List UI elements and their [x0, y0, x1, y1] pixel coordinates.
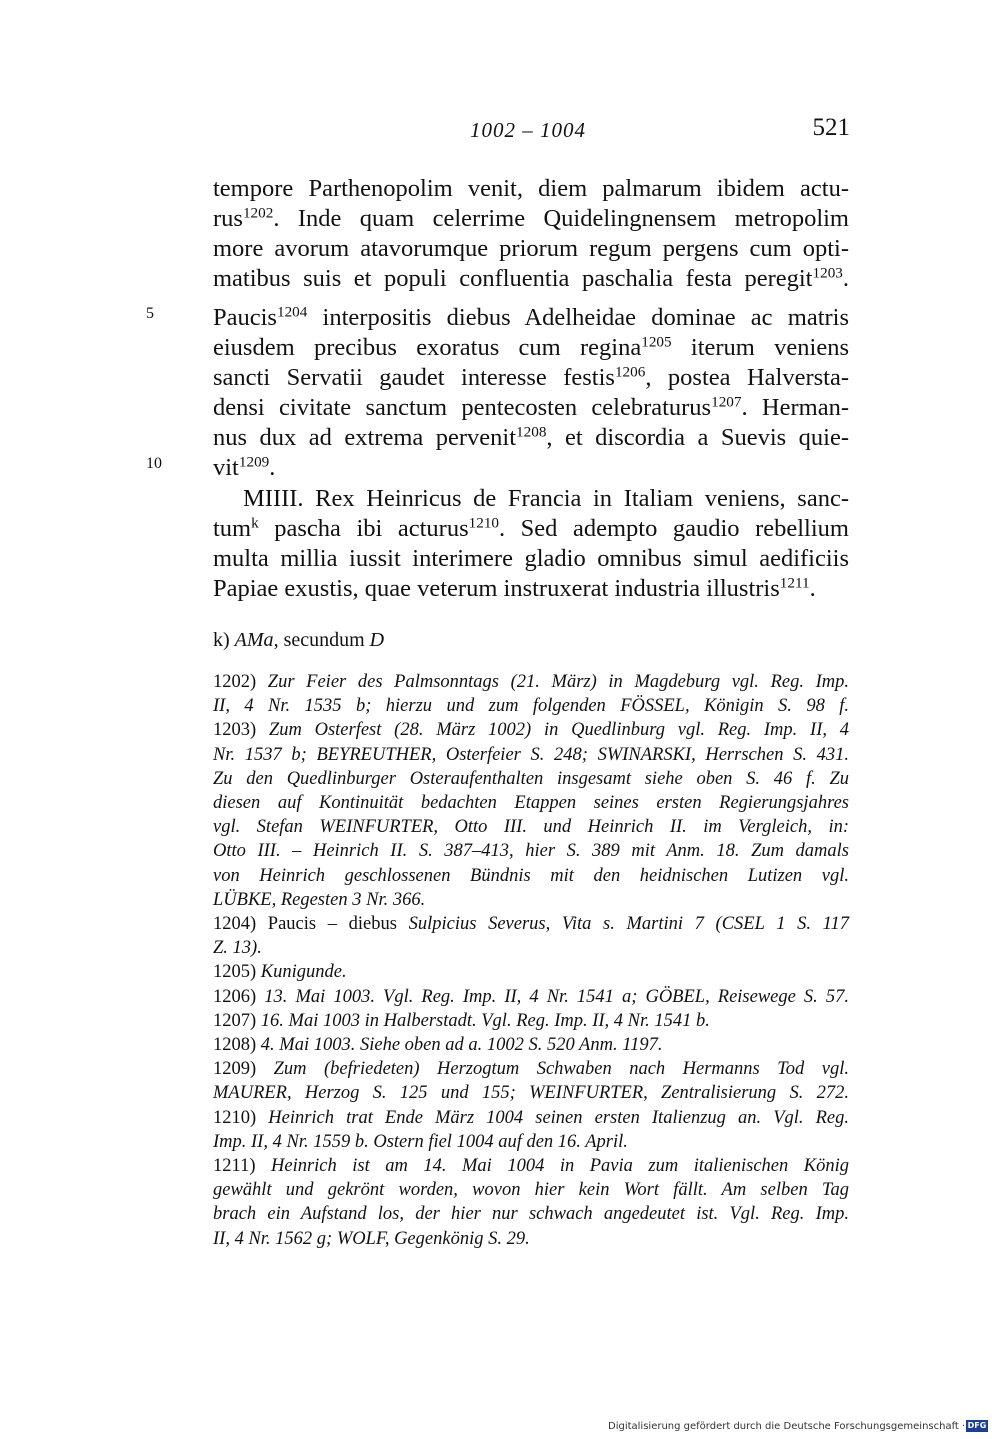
text-segment: pascha ibi acturus — [258, 515, 469, 542]
footnote-reference: 1202 — [242, 204, 274, 222]
dfg-logo-icon: DFG — [967, 1421, 987, 1430]
text-line — [213, 174, 849, 204]
footnote-line — [213, 1130, 849, 1154]
footnote-number: 1203) — [213, 720, 269, 741]
footnote-text: Kunigunde. — [260, 962, 347, 983]
text-segment: nus dux ad extrema pervenit — [213, 424, 517, 451]
text-segment: iterum veniens — [671, 334, 849, 361]
footnote-text: gewählt und gekrönt worden, wovon hier kein Wort fällt. Am selben Tag — [213, 1180, 849, 1201]
text-line — [213, 453, 849, 483]
text-line — [213, 363, 849, 393]
footnote-number: 1207) — [213, 1010, 261, 1031]
footnote-line — [213, 1033, 849, 1057]
footnote-line — [213, 936, 849, 960]
footnote-line — [213, 1106, 849, 1130]
footnote-reference: 1211 — [779, 574, 810, 592]
text-line — [213, 514, 849, 544]
text-segment: more avorum atavorumque priorum regum pergens cum opti- — [213, 235, 849, 262]
footnote-line — [213, 1057, 849, 1081]
text-line — [213, 204, 849, 234]
text-segment: , postea Halversta- — [645, 364, 850, 391]
footnote-line — [213, 815, 849, 839]
footnote-reference: 1205 — [641, 333, 672, 351]
footnote-text: MAURER, Herzog S. 125 und 155; WEINFURTER, Zentralisierung S. 272. — [213, 1083, 849, 1104]
text-segment: Papiae exustis, quae veterum instruxerat industria illustris — [213, 575, 780, 602]
digitization-credit: Digitalisierung gefördert durch die Deutsche Forschungsgemeinschaft · — [608, 1421, 966, 1432]
text-segment: tempore Parthenopolim venit, diem palmarum ibidem actu- — [213, 175, 849, 202]
apparatus-note-k — [213, 628, 849, 652]
footnote-text: Otto III. – Heinrich II. S. 387–413, hier S. 389 mit Anm. 18. Zum damals — [213, 841, 849, 862]
footnote-reference: 1207 — [711, 393, 742, 411]
footnote-text: Heinrich ist am 14. Mai 1004 in Pavia zum italienischen König — [271, 1156, 850, 1176]
text-segment: vit — [213, 454, 239, 481]
footnote-reference: 1206 — [614, 363, 646, 381]
page-number: 521 — [812, 114, 850, 141]
footnote-line — [213, 888, 849, 912]
footnote-line — [213, 1081, 849, 1105]
text-line — [213, 544, 849, 574]
text-segment: Paucis — [213, 304, 277, 331]
note-siglum: AMa — [234, 629, 274, 651]
footnote-text: Z. 13). — [213, 938, 262, 959]
footnote-reference: 1208 — [516, 423, 547, 441]
footnote-line — [213, 1009, 849, 1033]
footnote-text: Zu den Quedlinburger Osteraufenthalten insgesamt siehe oben S. 46 f. Zu — [213, 768, 849, 789]
note-text: , secundum — [273, 629, 370, 651]
footnote-text: Heinrich trat Ende März 1004 seinen ersten Italienzug an. Vgl. Reg. — [268, 1107, 849, 1128]
text-segment: . Inde quam celerrime Quidelingnensem metropolim — [273, 205, 849, 232]
footnote-line — [213, 767, 849, 791]
text-line — [213, 423, 849, 453]
footnote-line — [213, 912, 849, 936]
running-head: 1002 – 1004 — [470, 118, 586, 142]
text-line — [213, 264, 849, 294]
footnote-text: II, 4 Nr. 1562 g; WOLF, Gegenkönig S. 29. — [213, 1228, 530, 1249]
footnote-text: 4. Mai 1003. Siehe oben ad a. 1002 S. 520 Anm. 1197. — [260, 1035, 663, 1055]
footnote-number: 1208) — [213, 1035, 261, 1055]
footnote-line — [213, 791, 849, 815]
text-line — [213, 574, 849, 604]
footnote-line — [213, 743, 849, 767]
footnote-text: vgl. Stefan WEINFURTER, Otto III. und Heinrich II. im Vergleich, in: — [213, 817, 849, 838]
footnote-line — [213, 960, 849, 984]
footnote-reference: k — [251, 514, 259, 532]
footnote-line — [213, 1178, 849, 1202]
footnote-text: 16. Mai 1003 in Halberstadt. Vgl. Reg. Imp. II, 4 Nr. 1541 b. — [260, 1010, 710, 1031]
text-segment: tum — [213, 515, 252, 542]
footnote-reference: 1203 — [812, 264, 843, 282]
text-segment: . — [809, 575, 816, 602]
footnote-line — [213, 985, 849, 1009]
text-line — [213, 303, 849, 333]
footnote-text: Sulpicius Severus, Vita s. Martini 7 (CSEL 1 S. 117 — [408, 914, 849, 934]
text-segment: . Herman- — [741, 394, 849, 421]
footnote-number: 1205) — [213, 962, 261, 983]
footnote-reference: 1204 — [276, 303, 308, 321]
text-segment: . — [269, 454, 276, 481]
footnote-text: diesen auf Kontinuität bedachten Etappen seines ersten Regierungsjahres — [213, 793, 849, 813]
note-label: k) — [213, 629, 230, 651]
text-segment: matibus suis et populi confluentia paschalia festa peregit — [213, 265, 813, 292]
footnote-line — [213, 1154, 849, 1178]
text-segment: rus — [213, 205, 243, 232]
footnote-line — [213, 1227, 849, 1251]
footnote-line — [213, 694, 849, 718]
footnote-line — [213, 718, 849, 742]
text-segment: eiusdem precibus exoratus cum regina — [213, 334, 642, 361]
footnote-text: 13. Mai 1003. Vgl. Reg. Imp. II, 4 Nr. 1541 a; GÖBEL, Reisewege S. 57. — [264, 986, 849, 1007]
footnote-text: Zum Osterfest (28. März 1002) in Quedlinburg vgl. Reg. Imp. II, 4 — [268, 720, 849, 741]
text-segment: , et discordia a Suevis quie- — [546, 424, 850, 451]
text-segment: multa millia iussit interimere gladio omnibus simul aedificiis — [213, 545, 849, 572]
text-segment: interpositis diebus Adelheidae dominae ac matris — [307, 304, 849, 331]
footnote-line — [213, 839, 849, 863]
footnote-line — [213, 670, 849, 694]
line-number: 10 — [146, 455, 162, 472]
footnote-text: II, 4 Nr. 1535 b; hierzu und zum folgenden FÖSSEL, Königin S. 98 f. — [213, 696, 849, 717]
text-segment: densi civitate sanctum pentecosten celebraturus — [213, 394, 712, 421]
footnote-line — [213, 1202, 849, 1226]
text-line — [213, 333, 849, 363]
footnote-reference: 1210 — [468, 514, 499, 532]
text-line — [213, 234, 849, 264]
footnote-text: Zum (befriedeten) Herzogtum Schwaben nach Hermanns Tod vgl. — [273, 1059, 849, 1080]
text-line — [243, 484, 849, 514]
text-line — [213, 393, 849, 423]
footnote-number: 1211) — [213, 1156, 271, 1176]
footnote-text: Imp. II, 4 Nr. 1559 b. Ostern fiel 1004 auf den 16. April. — [213, 1131, 628, 1152]
footnote-text: brach ein Aufstand los, der hier nur schwach angedeutet ist. Vgl. Reg. Imp. — [213, 1204, 849, 1225]
text-segment: sancti Servatii gaudet interesse festis — [213, 364, 615, 391]
footnote-number: 1202) — [213, 672, 268, 692]
footnote-text: Zur Feier des Palmsonntags (21. März) in Magdeburg vgl. Reg. Imp. — [267, 672, 849, 692]
footnote-number: 1206) — [213, 986, 265, 1007]
footnote-text: Nr. 1537 b; BEYREUTHER, Osterfeier S. 248; SWINARSKI, Herrschen S. 431. — [213, 744, 849, 765]
line-number: 5 — [146, 305, 154, 322]
note-source: D — [369, 629, 385, 651]
footnote-line — [213, 864, 849, 888]
footnote-reference: 1209 — [238, 453, 270, 471]
text-segment: . — [842, 265, 849, 292]
footnote-number: 1210) — [213, 1107, 269, 1128]
footnote-number: 1209) — [213, 1059, 274, 1080]
text-segment: MIIII. Rex Heinricus de Francia in Italiam veniens, sanc- — [243, 485, 849, 512]
text-segment: . Sed adempto gaudio rebellium — [499, 515, 849, 542]
footnote-text: von Heinrich geschlossenen Bündnis mit den heidnischen Lutizen vgl. — [213, 865, 849, 886]
footnote-number: 1204) Paucis – diebus — [213, 914, 409, 934]
footnote-text: LÜBKE, Regesten 3 Nr. 366. — [213, 889, 426, 910]
